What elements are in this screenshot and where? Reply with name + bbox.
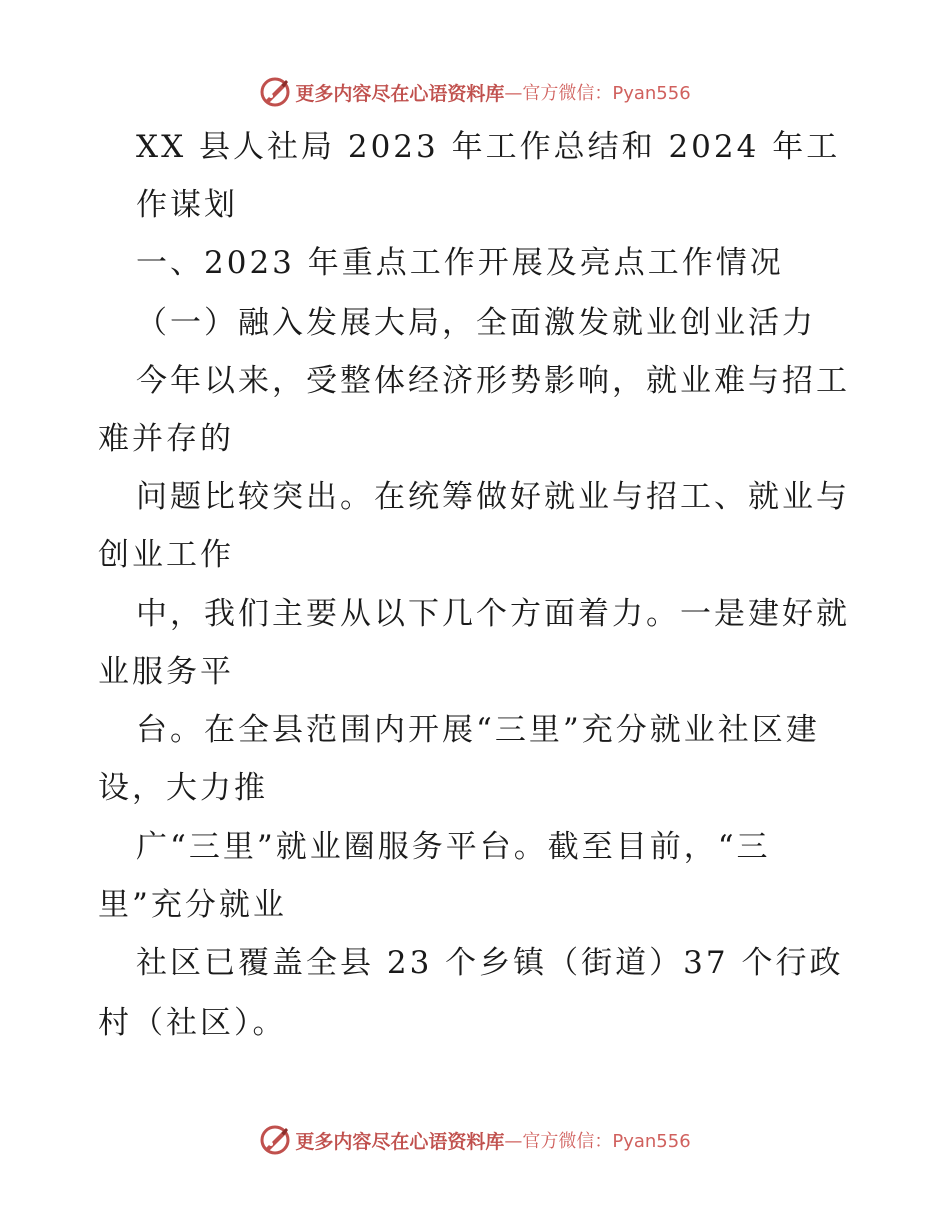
banner-main-text: 更多内容尽在心语资料库 [295,82,505,105]
banner-main-text: 更多内容尽在心语资料库 [295,1130,505,1153]
paragraph-line: 广“三里”就业圈服务平台。截至目前，“三 [136,829,771,865]
banner-sub-text: —官方微信：Pyan556 [504,83,691,104]
doc-title-line-2: 作谋划 [136,187,238,223]
paragraph-line: 村（社区）。 [98,1005,287,1041]
paragraph-line: 社区已覆盖全县 23 个乡镇（街道）37 个行政 [136,945,844,981]
header-banner [0,72,950,112]
paragraph-line: 业服务平 [98,654,234,690]
paragraph-line: 台。在全县范围内开展“三里”充分就业社区建 [136,712,820,748]
paragraph-line: 创业工作 [98,537,234,573]
paragraph-line: 里”充分就业 [98,887,287,923]
pen-logo-icon [259,76,291,108]
paragraph-line: 问题比较突出。在统筹做好就业与招工、就业与 [136,479,850,515]
doc-title-line-1: XX 县人社局 2023 年工作总结和 2024 年工 [136,129,841,165]
pen-logo-icon [259,1124,291,1156]
section-heading: 一、2023 年重点工作开展及亮点工作情况 [136,245,784,281]
paragraph-line: 难并存的 [98,421,234,457]
paragraph-line: 今年以来，受整体经济形势影响，就业难与招工 [136,363,850,399]
subsection-heading: （一）融入发展大局，全面激发就业创业活力 [136,305,816,341]
banner-sub-text: —官方微信：Pyan556 [504,1131,691,1152]
paragraph-line: 中，我们主要从以下几个方面着力。一是建好就 [136,596,850,632]
paragraph-line: 设，大力推 [98,770,268,806]
footer-banner [0,1120,950,1160]
